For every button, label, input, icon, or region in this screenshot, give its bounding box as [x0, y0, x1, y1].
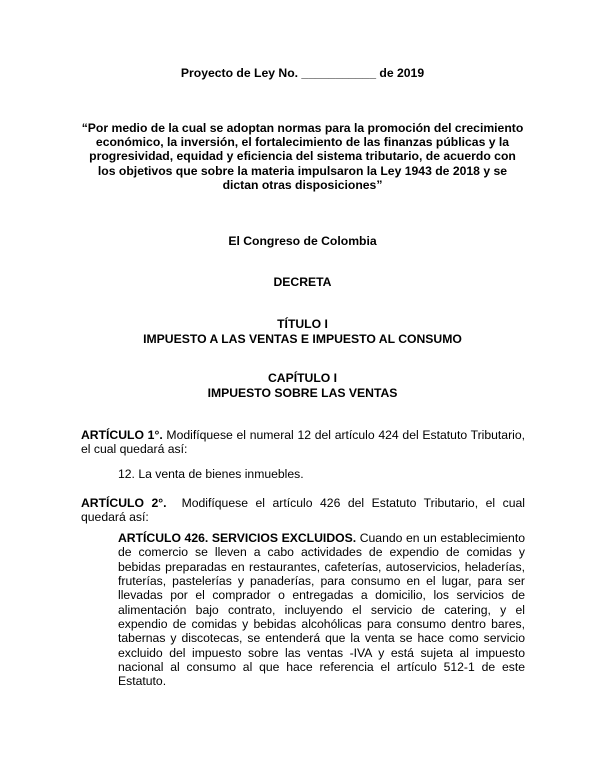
title-label: TÍTULO I: [277, 317, 328, 331]
article-1: [81, 428, 525, 457]
article-2: [81, 496, 529, 525]
chapter-heading: [0, 371, 605, 400]
article-426-text: Cuando en un establecimiento de comercio se lleven a cabo actividades de expendio de comidas y bebidas preparadas en restaurantes, cafeterías, autoservicios, heladerías, fruterías, pastelerías y panaderías, para consumo en el lugar, para ser llevadas por el comprador o entregadas a domicilio, los servicios de alimentación bajo contrato, incluyendo el servicio de catering, y el expendio de comidas y bebidas alcohólicas para consumo dentro bares, tabernas y discotecas, se entenderá que la venta se hace como servicio excluido del impuesto sobre las ventas -IVA y está sujeta al impuesto nacional al consumo al que hace referencia el artículo 512-1 de este Estatuto.: [118, 531, 526, 689]
title-name: IMPUESTO A LAS VENTAS E IMPUESTO AL CONSUMO: [143, 331, 462, 346]
title-heading: [0, 317, 605, 346]
article-1-heading: ARTÍCULO 1°.: [81, 428, 163, 442]
article-1-quoted-numeral: 12. La venta de bienes inmuebles.: [118, 467, 304, 481]
chapter-label: CAPÍTULO I: [267, 371, 338, 385]
bill-subject: “Por medio de la cual se adoptan normas para la promoción del crecimiento económico, la inversión, el fortalecimiento de las finanzas públicas y la progresividad, equidad y eficiencia del sistema tributario, de acuerdo con los objetivos que sobre la materia impulsaron la Ley 1943 de 2018 y se dictan otras disposiciones”: [81, 121, 524, 192]
decree-heading: DECRETA: [273, 275, 332, 289]
article-2-text: Modifíquese el artículo 426 del Estatuto Tributario, el cual quedará así:: [81, 496, 529, 525]
project-title: Proyecto de Ley No. ___________ de 2019: [180, 66, 425, 80]
article-1-text: Modifíquese el numeral 12 del artículo 424 del Estatuto Tributario, el cual quedará así:: [81, 428, 526, 457]
article-2-heading: ARTÍCULO 2°.: [81, 496, 167, 510]
chapter-name: IMPUESTO SOBRE LAS VENTAS: [207, 385, 398, 400]
issuing-body: El Congreso de Colombia: [228, 234, 377, 248]
article-426-quoted: [118, 531, 525, 689]
article-426-heading: ARTÍCULO 426. SERVICIOS EXCLUIDOS.: [118, 531, 357, 545]
